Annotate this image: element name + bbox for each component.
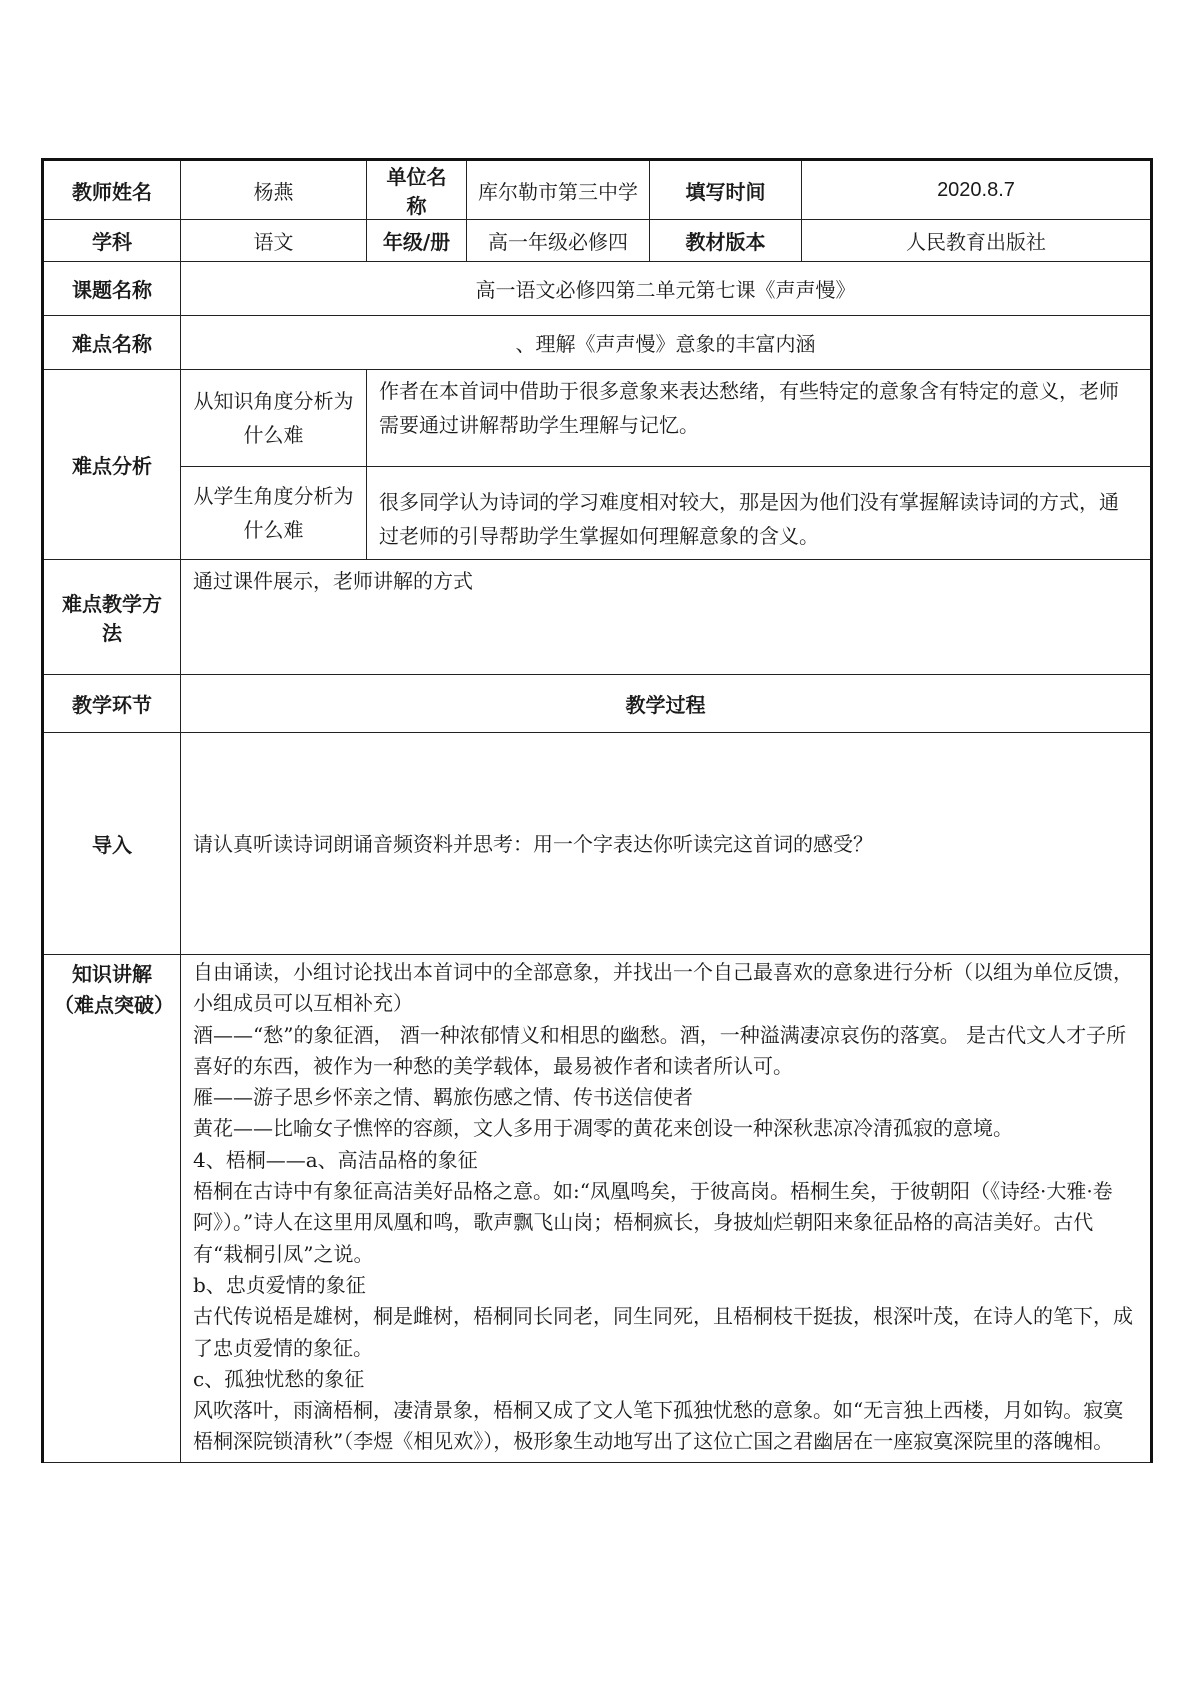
unit-name-label: 单位名称 xyxy=(367,160,467,220)
intro-row xyxy=(43,733,1152,955)
knowledge-paragraph: c、孤独忧愁的象征 xyxy=(193,1366,365,1391)
analysis-knowledge-row xyxy=(43,370,1152,467)
knowledge-paragraph: 黄花——比喻女子憔悴的容颜，文人多用于凋零的黄花来创设一种深秋悲凉冷清孤寂的意境。 xyxy=(193,1116,1013,1141)
grade-label: 年级/册 xyxy=(367,220,467,262)
knowledge-angle-text: 作者在本首词中借助于很多意象来表达愁绪，有些特定的意象含有特定的意义，老师需要通过讲解帮助学生理解与记忆。 xyxy=(367,370,1152,467)
textbook-value: 人民教育出版社 xyxy=(802,220,1152,262)
knowledge-paragraph: 风吹落叶，雨滴梧桐，凄清景象，梧桐又成了文人笔下孤独忧愁的意象。如“无言独上西楼，月如钩。寂寞梧桐深院锁清秋”（李煜《相见欢》），极形象生动地写出了这位亡国之君幽居在一座寂寞深院里的落魄相。 xyxy=(193,1398,1124,1454)
teacher-name-label: 教师姓名 xyxy=(43,160,181,220)
teaching-stage-label: 教学环节 xyxy=(43,675,181,733)
method-row xyxy=(43,560,1152,675)
lesson-plan-table xyxy=(41,158,1153,1463)
fill-date-label: 填写时间 xyxy=(650,160,802,220)
topic-row xyxy=(43,262,1152,316)
analysis-student-row xyxy=(43,467,1152,560)
knowledge-paragraph: 自由诵读，小组讨论找出本首词中的全部意象，并找出一个自己最喜欢的意象进行分析（以组为单位反馈，小组成员可以互相补充） xyxy=(193,960,1133,1016)
difficulty-label: 难点名称 xyxy=(43,316,181,370)
student-angle-label: 从学生角度分析为 什么难 xyxy=(181,467,367,560)
teacher-name-value: 杨燕 xyxy=(181,160,367,220)
subject-value: 语文 xyxy=(181,220,367,262)
knowledge-row xyxy=(43,955,1152,1463)
fill-date-value: 2020.8.7 xyxy=(802,160,1152,220)
knowledge-paragraph: 酒——“愁”的象征酒， 酒一种浓郁情义和相思的幽愁。酒，一种溢满凄凉哀伤的落寞。 是古代文人才子所喜好的东西，被作为一种愁的美学载体，最易被作者和读者所认可。 xyxy=(193,1022,1127,1078)
knowledge-paragraph: 4、梧桐——a、高洁品格的象征 xyxy=(193,1147,478,1172)
intro-text: 请认真听读诗词朗诵音频资料并思考：用一个字表达你听读完这首词的感受？ xyxy=(181,733,1152,955)
grade-value: 高一年级必修四 xyxy=(467,220,650,262)
textbook-label: 教材版本 xyxy=(650,220,802,262)
teaching-method-label: 难点教学方法 xyxy=(43,560,181,675)
difficulty-row xyxy=(43,316,1152,370)
unit-name-value: 库尔勒市第三中学 xyxy=(467,160,650,220)
teaching-method-text: 通过课件展示，老师讲解的方式 xyxy=(181,560,1152,675)
intro-label: 导入 xyxy=(43,733,181,955)
lesson-plan-sheet xyxy=(41,158,1150,1463)
student-angle-text: 很多同学认为诗词的学习难度相对较大，那是因为他们没有掌握解读诗词的方式，通过老师的引导帮助学生掌握如何理解意象的含义。 xyxy=(367,467,1152,560)
knowledge-paragraph: b、忠贞爱情的象征 xyxy=(193,1272,366,1297)
knowledge-explain-content xyxy=(181,955,1152,1463)
knowledge-paragraph: 梧桐在古诗中有象征高洁美好品格之意。如:“凤凰鸣矣，于彼高岗。梧桐生矣，于彼朝阳（《诗经·大雅·卷阿》）。”诗人在这里用凤凰和鸣，歌声飘飞山岗；梧桐疯长，身披灿烂朝阳来象征品格的高洁美好。古代有“栽桐引凤”之说。 xyxy=(193,1179,1113,1266)
info-row-1 xyxy=(43,160,1152,220)
difficulty-value: 、理解《声声慢》意象的丰富内涵 xyxy=(181,316,1152,370)
topic-value: 高一语文必修四第二单元第七课《声声慢》 xyxy=(181,262,1152,316)
subject-label: 学科 xyxy=(43,220,181,262)
difficulty-analysis-label: 难点分析 xyxy=(43,370,181,560)
knowledge-explain-label: 知识讲解 （难点突破） xyxy=(43,955,181,1463)
topic-label: 课题名称 xyxy=(43,262,181,316)
knowledge-paragraph: 古代传说梧是雄树，桐是雌树，梧桐同长同老，同生同死，且梧桐枝干挺拔，根深叶茂，在诗人的笔下，成了忠贞爱情的象征。 xyxy=(193,1304,1133,1360)
process-header-row xyxy=(43,675,1152,733)
info-row-2 xyxy=(43,220,1152,262)
teaching-process-label: 教学过程 xyxy=(181,675,1152,733)
knowledge-paragraph: 雁——游子思乡怀亲之情、羁旅伤感之情、传书送信使者 xyxy=(193,1085,693,1110)
knowledge-angle-label: 从知识角度分析为 什么难 xyxy=(181,370,367,467)
